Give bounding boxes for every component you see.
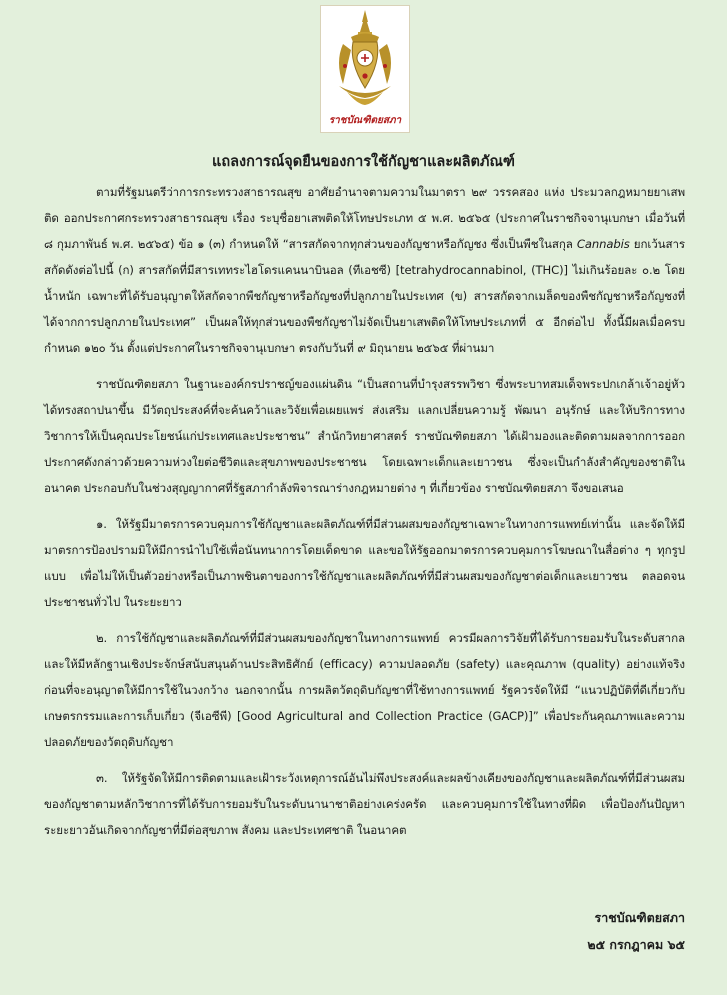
paragraph-intro-part-b: ยกเว้นสารสกัดดังต่อไปนี้ (ก) สารสกัดที่มีสารเททระไฮโดรแคนนาบินอล (ทีเอชซี) [tetrahydrocannabinol, (THC)] ไม่เกินร้อยละ ๐.๒ โดยน้ำหนัก เฉพาะที่ได้รับอนุญาตให้สกัดจากพืชกัญชาหรือกัญชงที่ปลูกภายในประเทศ (ข) สารสกัดจากเมล็ดของพืชกัญชาหรือกัญชงที่ได้จากการปลูกภายในประเทศ” เป็นผลให้ทุกส่วนของพืชกัญชาไม่จัดเป็นยาเสพติดให้โทษประเภทที่ ๕ อีกต่อไป ทั้งนี้มีผลเมื่อครบกำหนด ๑๒๐ วัน ตั้งแต่ประกาศในราชกิจจานุเบกษา ตรงกับวันที่ ๙ มิถุนายน ๒๕๖๕ ที่ผ่านมา [44,237,685,355]
paragraph-intro [44,179,685,361]
paragraph-proposal-3: ๓. ให้รัฐจัดให้มีการติดตามและเฝ้าระวังเหตุการณ์อันไม่พึงประสงค์และผลข้างเคียงของกัญชาและผลิตภัณฑ์ที่มีส่วนผสมของกัญชาตามหลักวิชาการที่ได้รับการยอมรับในระดับนานาชาติอย่างเคร่งครัด และควบคุมการใช้ในทางที่ผิด เพื่อป้องกันปัญหาระยะยาวอันเกิดจากกัญชาที่มีต่อสุขภาพ สังคม และประเทศชาติ ในอนาคต [44,771,685,837]
paragraph-intro-part-a: ตามที่รัฐมนตรีว่าการกระทรวงสาธารณสุข อาศัยอำนาจตามความในมาตรา ๒๙ วรรคสอง แห่ง ประมวลกฎหมายยาเสพติด ออกประกาศกระทรวงสาธารณสุข เรื่อง ระบุชื่อยาเสพติดให้โทษประเภท ๕ พ.ศ. ๒๕๖๕ (ประกาศในราชกิจจานุเบกษา เมื่อวันที่ ๘ กุมภาพันธ์ พ.ศ. ๒๕๖๕) ข้อ ๑ (๓) กำหนดให้ “สารสกัดจากทุกส่วนของกัญชาหรือกัญชง ซึ่งเป็นพืชในสกุล [44,185,685,251]
signature-organization: ราชบัณฑิตยสภา [594,910,685,925]
paragraph-mission: ราชบัณฑิตยสภา ในฐานะองค์กรปราชญ์ของแผ่นดิน “เป็นสถานที่บำรุงสรรพวิชา ซึ่งพระบาทสมเด็จพระปกเกล้าเจ้าอยู่หัวได้ทรงสถาปนาขึ้น มีวัตถุประสงค์ที่จะค้นคว้าและวิจัยเพื่อเผยแพร่ ส่งเสริม แลกเปลี่ยนความรู้ พัฒนา อนุรักษ์ และให้บริการทางวิชาการให้เป็นคุณประโยชน์แก่ประเทศและประชาชน” สำนักวิทยาศาสตร์ ราชบัณฑิตยสภา ได้เฝ้ามองและติดตามผลจากการออกประกาศดังกล่าวด้วยความห่วงใยต่อชีวิตและสุขภาพของประชาชน โดยเฉพาะเด็กและเยาวชน ซึ่งจะเป็นกำลังสำคัญของชาติในอนาคต ประกอบกับในช่วงสุญญากาศที่รัฐสภากำลังพิจารณาร่างกฎหมายต่าง ๆ ที่เกี่ยวข้อง ราชบัณฑิตยสภา จึงขอเสนอ [44,377,685,495]
paragraph-proposal-1: ๑. ให้รัฐมีมาตรการควบคุมการใช้กัญชาและผลิตภัณฑ์ที่มีส่วนผสมของกัญชาเฉพาะในทางการแพทย์เท่านั้น และจัดให้มีมาตรการป้องปรามมิให้มีการนำไปใช้เพื่อนันทนาการโดยเด็ดขาด และขอให้รัฐออกมาตรการควบคุมการโฆษณาในสื่อต่าง ๆ ทุกรูปแบบ เพื่อไม่ให้เป็นตัวอย่างหรือเป็นภาพชินตาของการใช้กัญชาและผลิตภัณฑ์ที่มีส่วนผสมของกัญชาต่อเด็กและเยาวชน ตลอดจนประชาชนทั่วไป ในระยะยาว [44,517,685,609]
cannabis-genus-term: Cannabis [576,237,630,251]
document-title: แถลงการณ์จุดยืนของการใช้กัญชาและผลิตภัณฑ์ [212,154,515,170]
signature-date: ๒๕ กรกฎาคม ๖๕ [587,937,685,952]
royal-society-seal-logo [320,5,410,133]
paragraph-proposal-2: ๒. การใช้กัญชาและผลิตภัณฑ์ที่มีส่วนผสมของกัญชาในทางการแพทย์ ควรมีผลการวิจัยที่ได้รับการยอมรับในระดับสากล และให้มีหลักฐานเชิงประจักษ์สนับสนุนด้านประสิทธิศักย์ (efficacy) ความปลอดภัย (safety) และคุณภาพ (quality) อย่างแท้จริง ก่อนที่จะอนุญาตให้มีการใช้ในวงกว้าง นอกจากนั้น การผลิตวัตถุดิบกัญชาที่ใช้ทางการแพทย์ รัฐควรจัดให้มี “แนวปฏิบัติที่ดีเกี่ยวกับเกษตรกรรมและการเก็บเกี่ยว (จีเอซีพี) [Good Agricultural and Collection Practice (GACP)]” เพื่อประกันคุณภาพและความปลอดภัยของวัตถุดิบกัญชา [44,631,685,749]
seal-caption: ราชบัณฑิตยสภา [328,115,402,126]
document-body [44,179,685,843]
seal-emblem-icon [321,6,409,114]
